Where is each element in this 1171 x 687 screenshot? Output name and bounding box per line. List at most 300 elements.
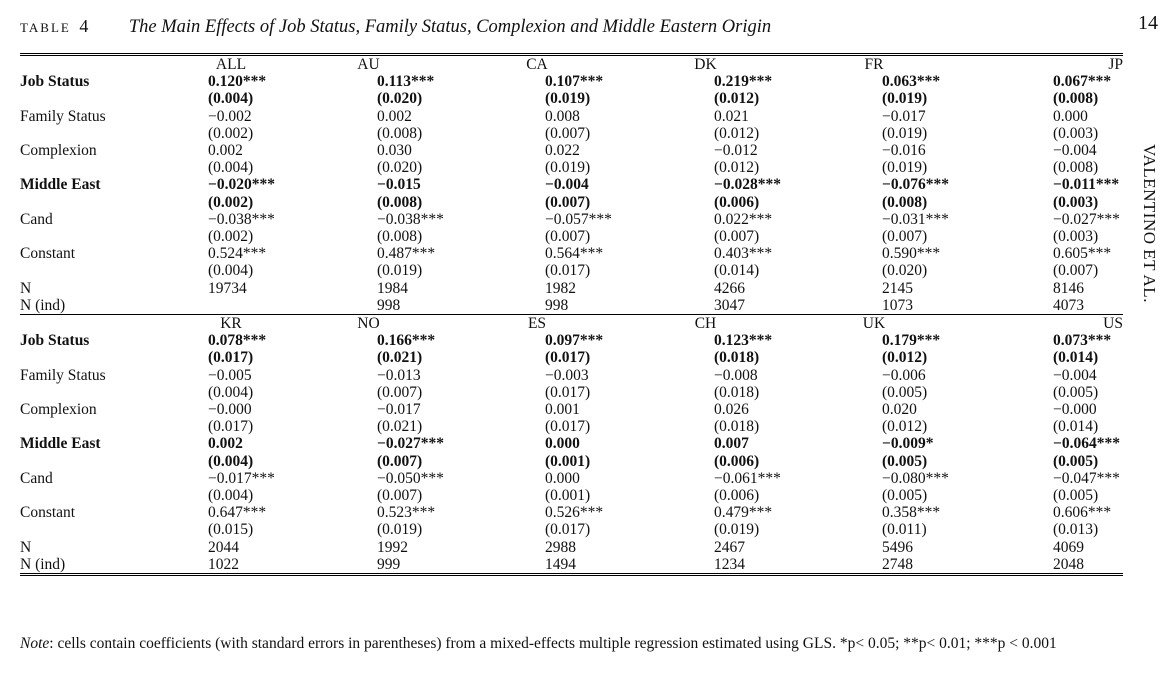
table-cell xyxy=(790,297,958,315)
cell-value: (0.006) xyxy=(714,193,760,211)
column-header-au: AU xyxy=(284,55,453,74)
table-row xyxy=(20,556,1123,575)
cell-value: (0.019) xyxy=(545,90,591,108)
table-row xyxy=(20,297,1123,315)
table-cell xyxy=(178,194,284,211)
table-caption xyxy=(20,16,1120,38)
cell-value: (0.008) xyxy=(377,228,423,246)
row-label: Job Status xyxy=(20,73,90,91)
table-cell xyxy=(790,125,958,142)
row-label xyxy=(20,349,178,366)
row-label: N (ind) xyxy=(20,296,66,314)
table-cell xyxy=(453,211,621,228)
table-cell xyxy=(453,521,621,538)
table-cell xyxy=(453,73,621,90)
table-cell xyxy=(284,401,453,418)
cell-value: 1494 xyxy=(545,555,576,573)
table-cell xyxy=(958,401,1123,418)
cell-value: (0.002) xyxy=(208,228,254,246)
table-row xyxy=(20,401,1123,418)
cell-value: (0.001) xyxy=(545,452,591,470)
table-row xyxy=(20,280,1123,297)
cell-value: −0.076*** xyxy=(882,176,949,194)
table-cell xyxy=(453,159,621,176)
table-cell xyxy=(790,262,958,279)
cell-value: 2145 xyxy=(882,279,913,297)
table-row xyxy=(20,349,1123,366)
table-cell xyxy=(958,176,1123,193)
table-cell xyxy=(958,556,1123,575)
table-cell xyxy=(621,228,790,245)
cell-value: 3047 xyxy=(714,296,745,314)
cell-value: (0.012) xyxy=(882,418,928,436)
table-row xyxy=(20,90,1123,107)
table-cell xyxy=(958,367,1123,384)
table-cell xyxy=(178,125,284,142)
column-header-dk: DK xyxy=(621,55,790,74)
table-cell xyxy=(958,245,1123,262)
column-header-jp: JP xyxy=(958,55,1123,74)
table-cell xyxy=(453,176,621,193)
cell-value: (0.005) xyxy=(882,383,928,401)
cell-value: −0.016 xyxy=(882,142,926,160)
table-cell xyxy=(453,245,621,262)
cell-value: (0.005) xyxy=(882,487,928,505)
cell-value: (0.008) xyxy=(1053,90,1099,108)
table-cell xyxy=(453,504,621,521)
cell-value: (0.006) xyxy=(714,452,760,470)
table-cell xyxy=(958,504,1123,521)
cell-value: −0.031*** xyxy=(882,210,949,228)
table-cell xyxy=(621,539,790,556)
cell-value: 998 xyxy=(545,296,569,314)
cell-value: 4073 xyxy=(1053,296,1084,314)
cell-value: −0.017*** xyxy=(208,469,275,487)
table-cell xyxy=(453,125,621,142)
cell-value: (0.019) xyxy=(882,90,928,108)
table-cell xyxy=(958,108,1123,125)
table-cell xyxy=(178,228,284,245)
column-header-kr: KR xyxy=(178,315,284,333)
cell-value: 0.524*** xyxy=(208,245,267,263)
table-cell xyxy=(958,539,1123,556)
row-label: Constant xyxy=(20,245,76,263)
table-cell xyxy=(958,142,1123,159)
table-row xyxy=(20,194,1123,211)
table-cell xyxy=(453,401,621,418)
cell-value: (0.019) xyxy=(377,262,423,280)
cell-value: 0.000 xyxy=(545,435,580,453)
table-cell xyxy=(621,556,790,575)
table-cell xyxy=(790,108,958,125)
cell-value: 1984 xyxy=(377,279,408,297)
table-cell xyxy=(621,453,790,470)
cell-value: −0.008 xyxy=(714,366,758,384)
cell-value: (0.008) xyxy=(1053,159,1099,177)
cell-value: (0.013) xyxy=(1053,521,1099,539)
header-blank-cell xyxy=(20,55,178,74)
cell-value: −0.061*** xyxy=(714,469,781,487)
table-cell xyxy=(958,487,1123,504)
table-cell xyxy=(790,142,958,159)
cell-value: (0.007) xyxy=(377,383,423,401)
table-cell xyxy=(621,176,790,193)
row-label: N xyxy=(20,538,32,556)
table-cell xyxy=(958,332,1123,349)
cell-value: 0.403*** xyxy=(714,245,773,263)
table-cell xyxy=(621,280,790,297)
cell-value: (0.018) xyxy=(714,418,760,436)
cell-value: 0.022 xyxy=(545,142,580,160)
column-header-uk: UK xyxy=(790,315,958,333)
table-row xyxy=(20,384,1123,401)
table-cell xyxy=(790,349,958,366)
table-cell xyxy=(790,521,958,538)
table-cell xyxy=(790,194,958,211)
cell-value: (0.020) xyxy=(377,90,423,108)
table-cell xyxy=(284,367,453,384)
table-cell xyxy=(958,194,1123,211)
page-number: 14 xyxy=(1138,12,1158,34)
table-cell xyxy=(958,349,1123,366)
row-label xyxy=(20,384,178,401)
cell-value: −0.002 xyxy=(208,107,252,125)
cell-value: (0.005) xyxy=(882,452,928,470)
cell-value: (0.004) xyxy=(208,452,254,470)
table-row xyxy=(20,453,1123,470)
table-cell xyxy=(453,418,621,435)
cell-value: (0.007) xyxy=(882,228,928,246)
table-cell xyxy=(284,470,453,487)
table-cell xyxy=(453,487,621,504)
table-cell xyxy=(958,125,1123,142)
cell-value: −0.038*** xyxy=(377,210,444,228)
row-label: Constant xyxy=(20,504,76,522)
cell-value: (0.017) xyxy=(545,262,591,280)
cell-value: 0.021 xyxy=(714,107,749,125)
cell-value: −0.020*** xyxy=(208,176,275,194)
cell-value: 0.000 xyxy=(1053,107,1088,125)
cell-value: 0.020 xyxy=(882,401,917,419)
table-cell xyxy=(453,539,621,556)
table-cell xyxy=(453,297,621,315)
cell-value: (0.002) xyxy=(208,124,254,142)
cell-value: 0.166*** xyxy=(377,332,436,350)
table-cell xyxy=(284,453,453,470)
cell-value: (0.019) xyxy=(377,521,423,539)
cell-value: −0.013 xyxy=(377,366,421,384)
table-cell xyxy=(178,349,284,366)
table-cell xyxy=(790,332,958,349)
table-row xyxy=(20,245,1123,262)
table-cell xyxy=(284,332,453,349)
cell-value: 0.002 xyxy=(377,107,412,125)
table-cell xyxy=(178,487,284,504)
table-cell xyxy=(178,521,284,538)
cell-value: −0.003 xyxy=(545,366,589,384)
column-header-us: US xyxy=(958,315,1123,333)
cell-value: 2467 xyxy=(714,538,745,556)
cell-value: −0.015 xyxy=(377,176,421,194)
cell-value: (0.017) xyxy=(208,349,254,367)
cell-value: 0.606*** xyxy=(1053,504,1112,522)
cell-value: −0.038*** xyxy=(208,210,275,228)
cell-value: (0.002) xyxy=(208,193,254,211)
column-header-fr: FR xyxy=(790,55,958,74)
table-title: The Main Effects of Job Status, Family Status, Complexion and Middle Eastern Origin xyxy=(128,17,772,37)
table-cell xyxy=(790,176,958,193)
column-header-all: ALL xyxy=(178,55,284,74)
cell-value: 0.107*** xyxy=(545,73,604,91)
table-cell xyxy=(453,367,621,384)
table-cell xyxy=(284,142,453,159)
row-label xyxy=(20,90,178,107)
cell-value: (0.019) xyxy=(882,124,928,142)
table-cell xyxy=(790,556,958,575)
row-label: N (ind) xyxy=(20,556,178,575)
table-cell xyxy=(284,194,453,211)
column-header-no: NO xyxy=(284,315,453,333)
table-cell xyxy=(958,435,1123,452)
cell-value: 1992 xyxy=(377,538,408,556)
cell-value: (0.004) xyxy=(208,487,254,505)
cell-value: (0.007) xyxy=(545,193,591,211)
table-cell xyxy=(178,159,284,176)
cell-value: (0.012) xyxy=(882,349,928,367)
cell-value: 0.179*** xyxy=(882,332,941,350)
table-cell xyxy=(284,211,453,228)
table-row xyxy=(20,487,1123,504)
table-cell xyxy=(958,90,1123,107)
table-cell xyxy=(284,159,453,176)
cell-value: (0.005) xyxy=(1053,487,1099,505)
table-cell xyxy=(621,332,790,349)
table-cell xyxy=(284,90,453,107)
table-cell xyxy=(453,453,621,470)
table-cell xyxy=(621,470,790,487)
cell-value: (0.021) xyxy=(377,349,423,367)
row-label: Family Status xyxy=(20,107,106,125)
cell-value: (0.017) xyxy=(545,383,591,401)
cell-value: 0.000 xyxy=(545,469,580,487)
cell-value: (0.017) xyxy=(545,521,591,539)
cell-value: 0.022*** xyxy=(714,210,773,228)
cell-value: 0.647*** xyxy=(208,504,267,522)
cell-value: (0.007) xyxy=(377,452,423,470)
cell-value: 1982 xyxy=(545,279,576,297)
cell-value: −0.050*** xyxy=(377,469,444,487)
cell-value: 0.358*** xyxy=(882,504,941,522)
cell-value: (0.008) xyxy=(377,193,423,211)
cell-value: (0.017) xyxy=(545,418,591,436)
cell-value: (0.018) xyxy=(714,349,760,367)
table-body xyxy=(20,55,1123,575)
cell-value: 0.120*** xyxy=(208,73,267,91)
table-row xyxy=(20,142,1123,159)
table-cell xyxy=(790,435,958,452)
cell-value: 0.526*** xyxy=(545,504,604,522)
table-cell xyxy=(958,521,1123,538)
table-cell xyxy=(284,384,453,401)
cell-value: (0.007) xyxy=(377,487,423,505)
column-header-ca: CA xyxy=(453,55,621,74)
table-cell xyxy=(621,73,790,90)
table-cell xyxy=(178,539,284,556)
table-cell xyxy=(621,504,790,521)
cell-value: (0.021) xyxy=(377,418,423,436)
cell-value: 0.007 xyxy=(714,435,749,453)
cell-value: (0.005) xyxy=(1053,452,1099,470)
cell-value: (0.003) xyxy=(1053,124,1099,142)
cell-value: 0.002 xyxy=(208,142,243,160)
cell-value: (0.007) xyxy=(714,228,760,246)
table-row xyxy=(20,435,1123,452)
panel-2-header-row xyxy=(20,315,1123,333)
table-cell xyxy=(178,297,284,315)
row-label: Family Status xyxy=(20,366,106,384)
table-cell xyxy=(958,470,1123,487)
cell-value: (0.008) xyxy=(377,124,423,142)
row-label xyxy=(20,521,178,538)
table-cell xyxy=(790,367,958,384)
table-note xyxy=(20,634,1122,653)
cell-value: −0.080*** xyxy=(882,469,949,487)
cell-value: 999 xyxy=(377,555,401,573)
cell-value: 1022 xyxy=(208,555,239,573)
cell-value: (0.012) xyxy=(714,124,760,142)
cell-value: −0.004 xyxy=(545,176,589,194)
table-cell xyxy=(284,521,453,538)
table-cell xyxy=(621,262,790,279)
table-cell xyxy=(178,384,284,401)
table-row xyxy=(20,418,1123,435)
table-cell xyxy=(178,556,284,575)
table-cell xyxy=(790,73,958,90)
table-cell xyxy=(284,556,453,575)
cell-value: 8146 xyxy=(1053,279,1084,297)
table-cell xyxy=(178,73,284,90)
table-cell xyxy=(453,556,621,575)
table-cell xyxy=(178,470,284,487)
cell-value: 5496 xyxy=(882,538,913,556)
header-blank-cell xyxy=(20,315,178,333)
cell-value: 0.001 xyxy=(545,401,580,419)
table-cell xyxy=(790,504,958,521)
table-cell xyxy=(621,435,790,452)
cell-value: (0.018) xyxy=(714,383,760,401)
table-row xyxy=(20,125,1123,142)
table-cell xyxy=(178,176,284,193)
table-cell xyxy=(284,418,453,435)
regression-results-table xyxy=(20,53,1123,576)
row-label: Middle East xyxy=(20,176,101,194)
cell-value: −0.017 xyxy=(882,107,926,125)
cell-value: 0.097*** xyxy=(545,332,604,350)
cell-value: (0.014) xyxy=(714,262,760,280)
table-cell xyxy=(453,262,621,279)
row-label xyxy=(20,453,178,470)
table-cell xyxy=(621,159,790,176)
cell-value: (0.017) xyxy=(208,418,254,436)
cell-value: (0.003) xyxy=(1053,228,1099,246)
cell-value: 0.590*** xyxy=(882,245,941,263)
table-cell xyxy=(178,262,284,279)
row-label xyxy=(20,262,178,279)
cell-value: (0.007) xyxy=(545,124,591,142)
table-cell xyxy=(621,142,790,159)
cell-value: 0.564*** xyxy=(545,245,604,263)
row-label: Complexion xyxy=(20,401,97,419)
table-row xyxy=(20,504,1123,521)
cell-value: (0.007) xyxy=(545,228,591,246)
table-row xyxy=(20,176,1123,193)
table-cell xyxy=(621,297,790,315)
table-cell xyxy=(621,521,790,538)
row-label: Cand xyxy=(20,469,53,487)
table-cell xyxy=(453,108,621,125)
table-cell xyxy=(621,90,790,107)
cell-value: (0.004) xyxy=(208,159,254,177)
table-cell xyxy=(621,211,790,228)
table-cell xyxy=(284,176,453,193)
cell-value: (0.020) xyxy=(377,159,423,177)
cell-value: (0.019) xyxy=(545,159,591,177)
table-cell xyxy=(621,245,790,262)
table-cell xyxy=(178,280,284,297)
cell-value: −0.012 xyxy=(714,142,758,160)
table-cell xyxy=(178,367,284,384)
row-label xyxy=(20,487,178,504)
row-label: Complexion xyxy=(20,142,97,160)
cell-value: −0.047*** xyxy=(1053,469,1120,487)
cell-value: (0.017) xyxy=(545,349,591,367)
cell-value: −0.011*** xyxy=(1053,176,1120,194)
table-cell xyxy=(958,228,1123,245)
table-cell xyxy=(790,245,958,262)
column-header-ch: CH xyxy=(621,315,790,333)
table-cell xyxy=(178,418,284,435)
table-row xyxy=(20,159,1123,176)
table-cell xyxy=(621,108,790,125)
table-cell xyxy=(790,418,958,435)
table-row xyxy=(20,521,1123,538)
table-cell xyxy=(178,401,284,418)
table-cell xyxy=(790,487,958,504)
cell-value: 0.219*** xyxy=(714,73,773,91)
cell-value: −0.028*** xyxy=(714,176,781,194)
table-cell xyxy=(621,487,790,504)
cell-value: 0.067*** xyxy=(1053,73,1112,91)
table-cell xyxy=(453,435,621,452)
table-cell xyxy=(178,504,284,521)
cell-value: 2044 xyxy=(208,538,239,556)
cell-value: −0.006 xyxy=(882,366,926,384)
table-cell xyxy=(284,349,453,366)
cell-value: (0.019) xyxy=(882,159,928,177)
cell-value: (0.011) xyxy=(882,521,927,539)
cell-value: (0.015) xyxy=(208,521,254,539)
row-label xyxy=(20,418,178,435)
table-cell xyxy=(284,280,453,297)
table-cell xyxy=(178,142,284,159)
table-cell xyxy=(621,401,790,418)
table-cell xyxy=(958,384,1123,401)
cell-value: 19734 xyxy=(208,279,247,297)
cell-value: −0.009* xyxy=(882,435,934,453)
table-cell xyxy=(178,108,284,125)
table-cell xyxy=(621,367,790,384)
table-cell xyxy=(790,539,958,556)
